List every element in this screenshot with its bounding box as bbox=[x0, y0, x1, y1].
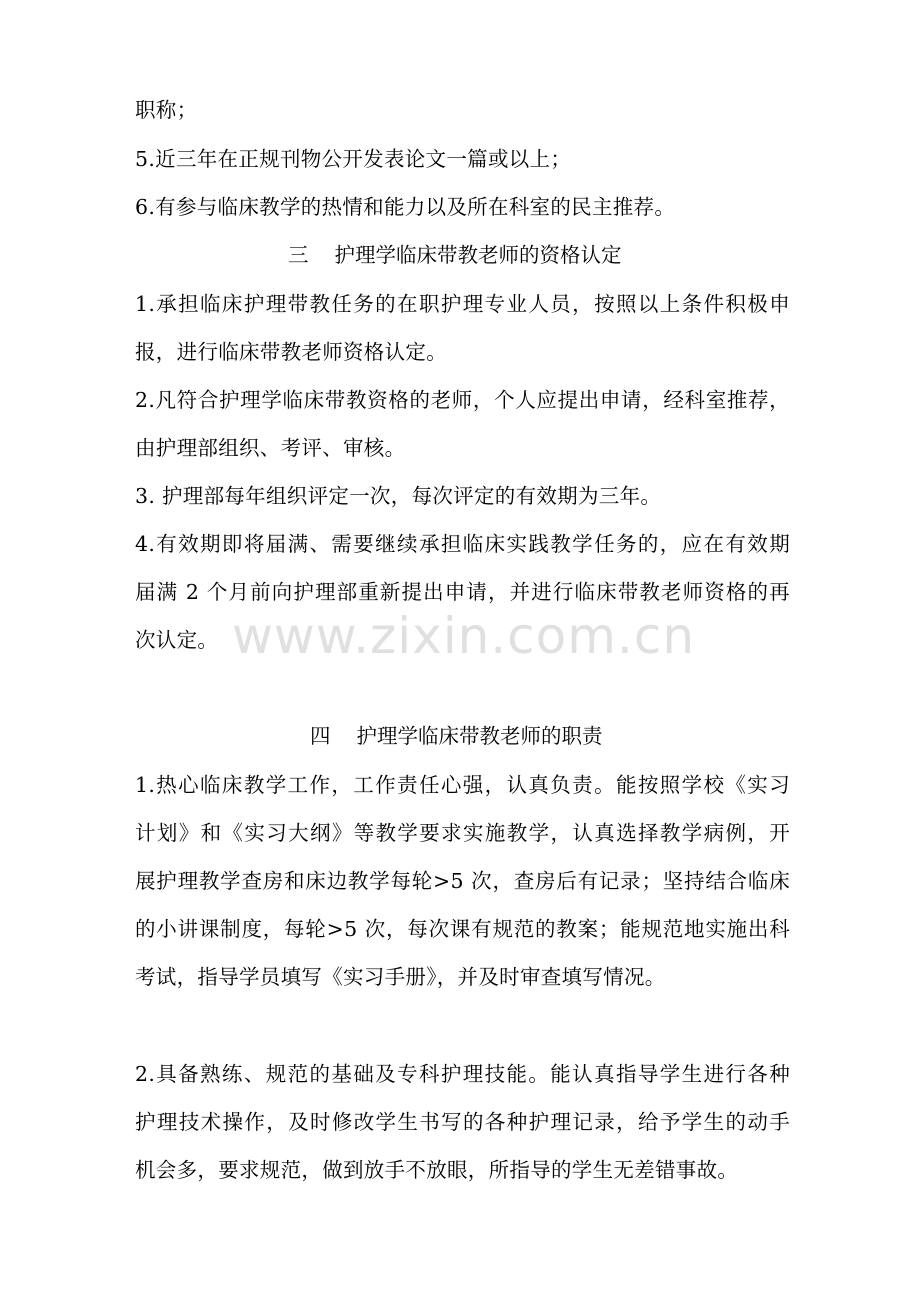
section-number: 四 bbox=[310, 724, 331, 748]
section-heading-4 bbox=[310, 722, 603, 750]
text-line: 的小讲课制度，每轮>5 次，每次课有规范的教案；能规范地实施出科 bbox=[135, 917, 790, 941]
text-line: 考试，指导学员填写《实习手册》，并及时审查填写情况。 bbox=[135, 965, 666, 989]
text-line: 由护理部组织、考评、审核。 bbox=[135, 436, 406, 460]
text-line: 展护理教学查房和床边教学每轮>5 次，查房后有记录；坚持结合临床 bbox=[135, 869, 790, 893]
section-number: 三 bbox=[288, 243, 309, 267]
text-line: 4.有效期即将届满、需要继续承担临床实践教学任务的，应在有效期 bbox=[135, 532, 790, 556]
text-line: 1.热心临床教学工作，工作责任心强，认真负责。能按照学校《实习 bbox=[135, 773, 790, 797]
text-line: 5.近三年在正规刊物公开发表论文一篇或以上； bbox=[135, 147, 572, 171]
text-line: 机会多，要求规范，做到放手不放眼，所指导的学生无差错事故。 bbox=[135, 1158, 739, 1182]
text-line: 届满 2 个月前向护理部重新提出申请，并进行临床带教老师资格的再 bbox=[135, 580, 790, 604]
section-title: 护理学临床带教老师的资格认定 bbox=[334, 243, 622, 267]
watermark: www.zixin.com.cn bbox=[232, 607, 696, 665]
section-title: 护理学临床带教老师的职责 bbox=[356, 724, 603, 748]
text-line: 报，进行临床带教老师资格认定。 bbox=[135, 340, 447, 364]
text-line: 次认定。 bbox=[135, 628, 219, 652]
text-line: 6.有参与临床教学的热情和能力以及所在科室的民主推荐。 bbox=[135, 195, 676, 219]
text-line: 护理技术操作，及时修改学生书写的各种护理记录，给予学生的动手 bbox=[135, 1110, 790, 1134]
text-line: 2.凡符合护理学临床带教资格的老师，个人应提出申请，经科室推荐， bbox=[135, 388, 790, 412]
text-line: 1.承担临床护理带教任务的在职护理专业人员，按照以上条件积极申 bbox=[135, 292, 790, 316]
text-line: 职称； bbox=[135, 98, 198, 122]
text-line: 计划》和《实习大纲》等教学要求实施教学，认真选择教学病例，开 bbox=[135, 821, 790, 845]
text-line: 3. 护理部每年组织评定一次，每次评定的有效期为三年。 bbox=[135, 484, 662, 508]
section-heading-3 bbox=[288, 241, 622, 269]
text-line: 2.具备熟练、规范的基础及专科护理技能。能认真指导学生进行各种 bbox=[135, 1062, 790, 1086]
